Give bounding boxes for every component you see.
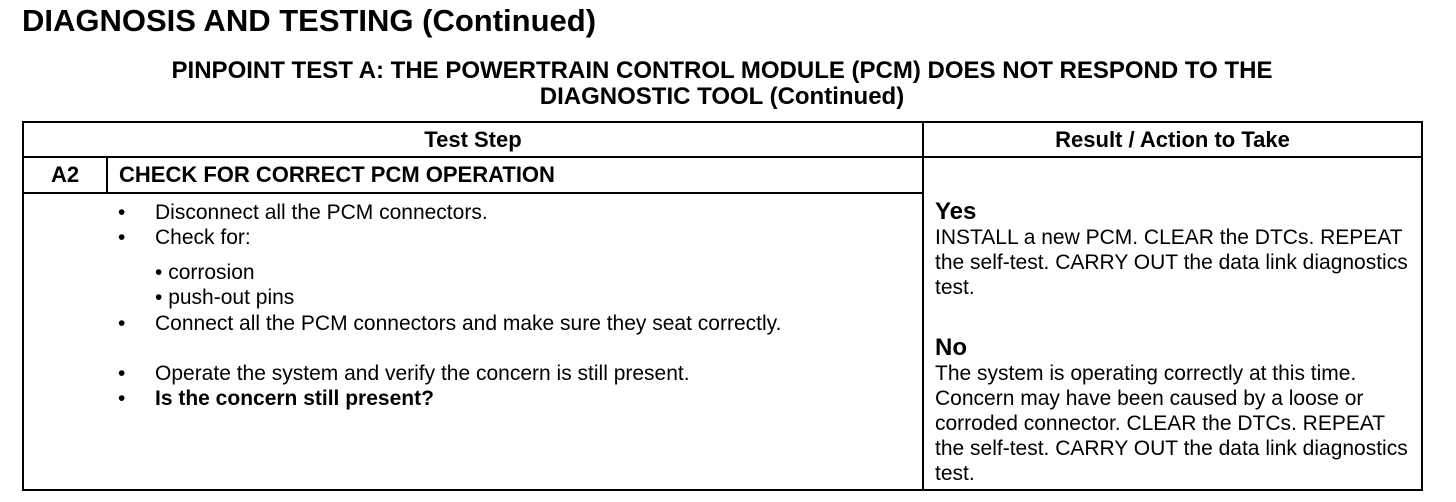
sub-item-corrosion xyxy=(155,260,255,285)
sub-item-label: push-out pins xyxy=(168,286,295,309)
test-step-table xyxy=(22,121,1423,491)
pinpoint-test-title-line-1: PINPOINT TEST A: THE POWERTRAIN CONTROL MODULE (PCM) DOES NOT RESPOND TO THE xyxy=(171,57,1273,84)
result-yes-text: INSTALL a new PCM. CLEAR the DTCs. REPEAT the self-test. CARRY OUT the data link diagnostics test. xyxy=(935,226,1408,299)
result-no-label: No xyxy=(935,334,967,361)
step-item-disconnect: Disconnect all the PCM connectors. xyxy=(155,201,488,224)
bullet-icon: • xyxy=(118,312,126,335)
result-yes-label: Yes xyxy=(935,198,977,225)
step-item-operate: Operate the system and verify the concern is still present. xyxy=(155,362,690,385)
sub-item-label: corrosion xyxy=(168,261,255,284)
bullet-icon: • xyxy=(118,362,126,385)
bullet-icon: • xyxy=(118,387,126,410)
step-id: A2 xyxy=(50,162,80,187)
sub-bullet-icon: • xyxy=(155,261,163,284)
step-title: CHECK FOR CORRECT PCM OPERATION xyxy=(119,162,555,187)
step-item-check-for: Check for: xyxy=(155,226,251,249)
step-item-question: Is the concern still present? xyxy=(155,387,434,410)
column-divider xyxy=(922,123,924,489)
sub-item-push-out-pins xyxy=(155,285,294,310)
result-no-text: The system is operating correctly at this time. Concern may have been caused by a loose or corroded connector. CLEAR the DTCs. REPEAT the self-test. CARRY OUT the data link diagnostics test. xyxy=(935,362,1408,485)
step-id-divider xyxy=(106,158,108,192)
sub-bullet-icon: • xyxy=(155,286,163,309)
step-item-connect: Connect all the PCM connectors and make sure they seat correctly. xyxy=(155,312,782,335)
step-title-divider xyxy=(24,192,922,194)
bullet-icon: • xyxy=(118,226,126,249)
page-header: DIAGNOSIS AND TESTING (Continued) xyxy=(22,3,597,38)
pinpoint-test-title-line-2: DIAGNOSTIC TOOL (Continued) xyxy=(539,83,905,110)
column-header-test-step: Test Step xyxy=(424,127,522,152)
bullet-icon: • xyxy=(118,201,126,224)
pinpoint-test-title xyxy=(22,58,1422,110)
column-header-result: Result / Action to Take xyxy=(1055,127,1290,152)
